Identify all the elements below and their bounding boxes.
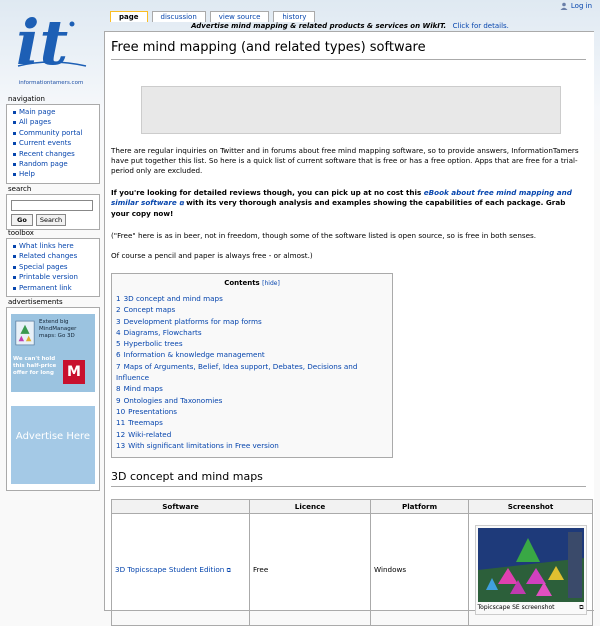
toc-item-number: 1 [116, 294, 121, 303]
column-header-software: Software [112, 500, 250, 514]
toc-item-label: Development platforms for map forms [123, 316, 262, 326]
toolbox-portlet [6, 229, 100, 297]
sidebar-nav-item[interactable]: Current events [11, 138, 95, 148]
screenshot-image [478, 528, 584, 602]
page-title: Free mind mapping (and related types) software [111, 40, 586, 60]
sidebar-nav-item[interactable]: Community portal [11, 128, 95, 138]
toc-item-label: Information & knowledge management [123, 350, 265, 360]
mindmanager-ad[interactable] [11, 314, 95, 392]
tab-view-source[interactable]: view source [210, 11, 270, 22]
sidebar-toolbox-item[interactable]: Related changes [11, 251, 95, 261]
toc-item-label: With significant limitations in Free version [128, 440, 279, 450]
advertise-here-text: Advertise Here [15, 431, 91, 442]
personal-tools [560, 2, 592, 10]
toc-item[interactable] [116, 429, 388, 440]
toc-hide-link[interactable]: [hide] [262, 280, 280, 287]
column-header-licence: Licence [250, 500, 371, 514]
logo-tagline: informationtamers.com [18, 80, 84, 86]
toc-item-number: 10 [116, 406, 126, 416]
search-button[interactable]: Search [36, 214, 66, 226]
site-notice-text: Advertise mind mapping & related products & services on WikIT. [191, 22, 447, 30]
licence-cell: Free [250, 514, 371, 626]
toolbox-list [11, 241, 95, 293]
toc-item[interactable] [116, 440, 388, 451]
table-of-contents [111, 273, 393, 458]
login-link[interactable]: Log in [570, 2, 592, 10]
user-icon [560, 2, 568, 10]
sidebar-nav-item[interactable]: Help [11, 169, 95, 179]
platform-cell: Windows [371, 514, 469, 626]
toc-item[interactable] [116, 361, 388, 384]
ads-portlet [6, 298, 100, 491]
site-notice-link[interactable]: Click for details. [452, 22, 509, 30]
toc-list [116, 293, 388, 451]
ebook-link[interactable]: eBook about free mind mapping and similar software ⧉ [111, 188, 572, 207]
sidebar-nav-item[interactable]: Main page [11, 107, 95, 117]
toc-item-number: 2 [116, 305, 121, 315]
toolbox-heading: toolbox [8, 229, 34, 237]
toc-title: Contents [hide] [224, 279, 280, 287]
toc-item-label: Presentations [128, 406, 178, 416]
toc-item[interactable] [116, 304, 388, 315]
search-box [6, 194, 100, 230]
toolbox-box [6, 238, 100, 297]
toc-item-label: Mind maps [123, 384, 163, 394]
search-heading: search [8, 185, 32, 193]
column-header-screenshot: Screenshot [469, 500, 593, 514]
tab-discussion[interactable]: discussion [152, 11, 206, 22]
topicscape-landscape-icon [478, 528, 584, 602]
toc-item[interactable] [116, 293, 388, 304]
navigation-portlet [6, 95, 100, 184]
intro-paragraph: There are regular inquiries on Twitter and in forums about free mind mapping software, so to provide answers, InformationTamers have put together this list. So here is a quick list of current software that is free or has a free option. Apps that are free for a trial-period only are excluded. [111, 146, 579, 175]
screenshot-caption: Topicscape SE screenshot ⧉ [477, 603, 584, 611]
ads-box [6, 307, 100, 491]
toc-item-label: Wiki-related [128, 429, 172, 439]
toc-item-number: 13 [116, 440, 126, 450]
sidebar-toolbox-item[interactable]: Special pages [11, 262, 95, 272]
screenshot-cell [469, 514, 593, 626]
column-header-platform: Platform [371, 500, 469, 514]
toc-item-label: Diagrams, Flowcharts [123, 327, 202, 337]
sidebar-toolbox-item[interactable]: Permanent link [11, 283, 95, 293]
toc-item-label: Concept maps [123, 305, 176, 315]
toc-item[interactable] [116, 338, 388, 349]
search-portlet [6, 185, 100, 230]
tab-history[interactable]: history [273, 11, 315, 22]
external-link-icon: ⧉ [179, 200, 184, 207]
navigation-heading: navigation [8, 95, 45, 103]
toc-item[interactable] [116, 316, 388, 327]
mindmanager-logo-icon: M [63, 360, 85, 384]
svg-text:it: it [16, 6, 69, 79]
software-table [111, 499, 593, 626]
navigation-list [11, 107, 95, 180]
toc-item-number: 9 [116, 395, 121, 405]
software-link[interactable]: 3D Topicscape Student Edition ⧉ [115, 564, 231, 574]
site-notice [110, 22, 590, 30]
mindmap-3d-icon [14, 318, 36, 348]
sidebar-nav-item[interactable]: All pages [11, 117, 95, 127]
enlarge-icon[interactable]: ⧉ [579, 603, 584, 611]
sidebar-nav-item[interactable]: Random page [11, 159, 95, 169]
tab-page[interactable]: page [110, 11, 148, 22]
section-heading-3d: 3D concept and mind maps [111, 470, 586, 487]
toc-item-number: 5 [116, 339, 121, 349]
page-tabs [110, 11, 315, 22]
toc-item-number: 3 [116, 316, 121, 326]
ads-heading: advertisements [8, 298, 63, 306]
toc-item[interactable] [116, 327, 388, 338]
toc-item-label: 3D concept and mind maps [123, 294, 223, 303]
site-logo[interactable] [10, 8, 92, 84]
ad-headline: Extend big MindManager maps: Go 3D [39, 319, 77, 339]
table-row [112, 514, 593, 626]
toc-item-number: 7 [116, 361, 121, 371]
it-logo-icon [10, 6, 92, 79]
sidebar-nav-item[interactable]: Recent changes [11, 149, 95, 159]
toc-item-number: 11 [116, 418, 126, 428]
screenshot-thumbnail[interactable] [475, 525, 587, 615]
toc-item-label: Hyperbolic trees [123, 339, 183, 349]
toc-item-number: 4 [116, 327, 121, 337]
toc-item[interactable] [116, 406, 388, 417]
search-input[interactable] [11, 200, 93, 211]
toc-item[interactable] [116, 417, 388, 428]
sidebar-toolbox-item[interactable]: Printable version [11, 272, 95, 282]
advertise-here-ad[interactable] [11, 406, 95, 484]
toc-item-label: Treemaps [128, 418, 163, 428]
toc-item[interactable] [116, 395, 388, 406]
toc-item-number: 12 [116, 429, 126, 439]
promo-paragraph: If you're looking for detailed reviews though, you can pick up at no cost this eBook about free mind mapping and similar software ⧉ with its very thorough analysis and examples showing the capabilities of each package. Grab your copy now! [111, 188, 572, 218]
free-note: ("Free" here is as in beer, not in freedom, though some of the software listed is open source, so is free in both senses. Of course a pencil and paper is always free - or almost.) [111, 231, 537, 260]
navigation-box [6, 104, 100, 184]
main-content [104, 31, 594, 611]
toc-item-label: Maps of Arguments, Belief, Idea support, Debates, Decisions and Influence [116, 361, 358, 383]
toc-item[interactable] [116, 383, 388, 394]
ad-offer: We can't hold this half-price offer for long [13, 356, 57, 376]
toc-item-number: 6 [116, 350, 121, 360]
toc-item-label: Ontologies and Taxonomies [123, 395, 223, 405]
go-button[interactable]: Go [11, 214, 33, 226]
toc-item-number: 8 [116, 384, 121, 394]
sidebar-toolbox-item[interactable]: What links here [11, 241, 95, 251]
software-cell [112, 514, 250, 626]
ad-banner[interactable] [141, 86, 561, 134]
toc-item[interactable] [116, 349, 388, 360]
external-link-icon: ⧉ [226, 566, 231, 574]
